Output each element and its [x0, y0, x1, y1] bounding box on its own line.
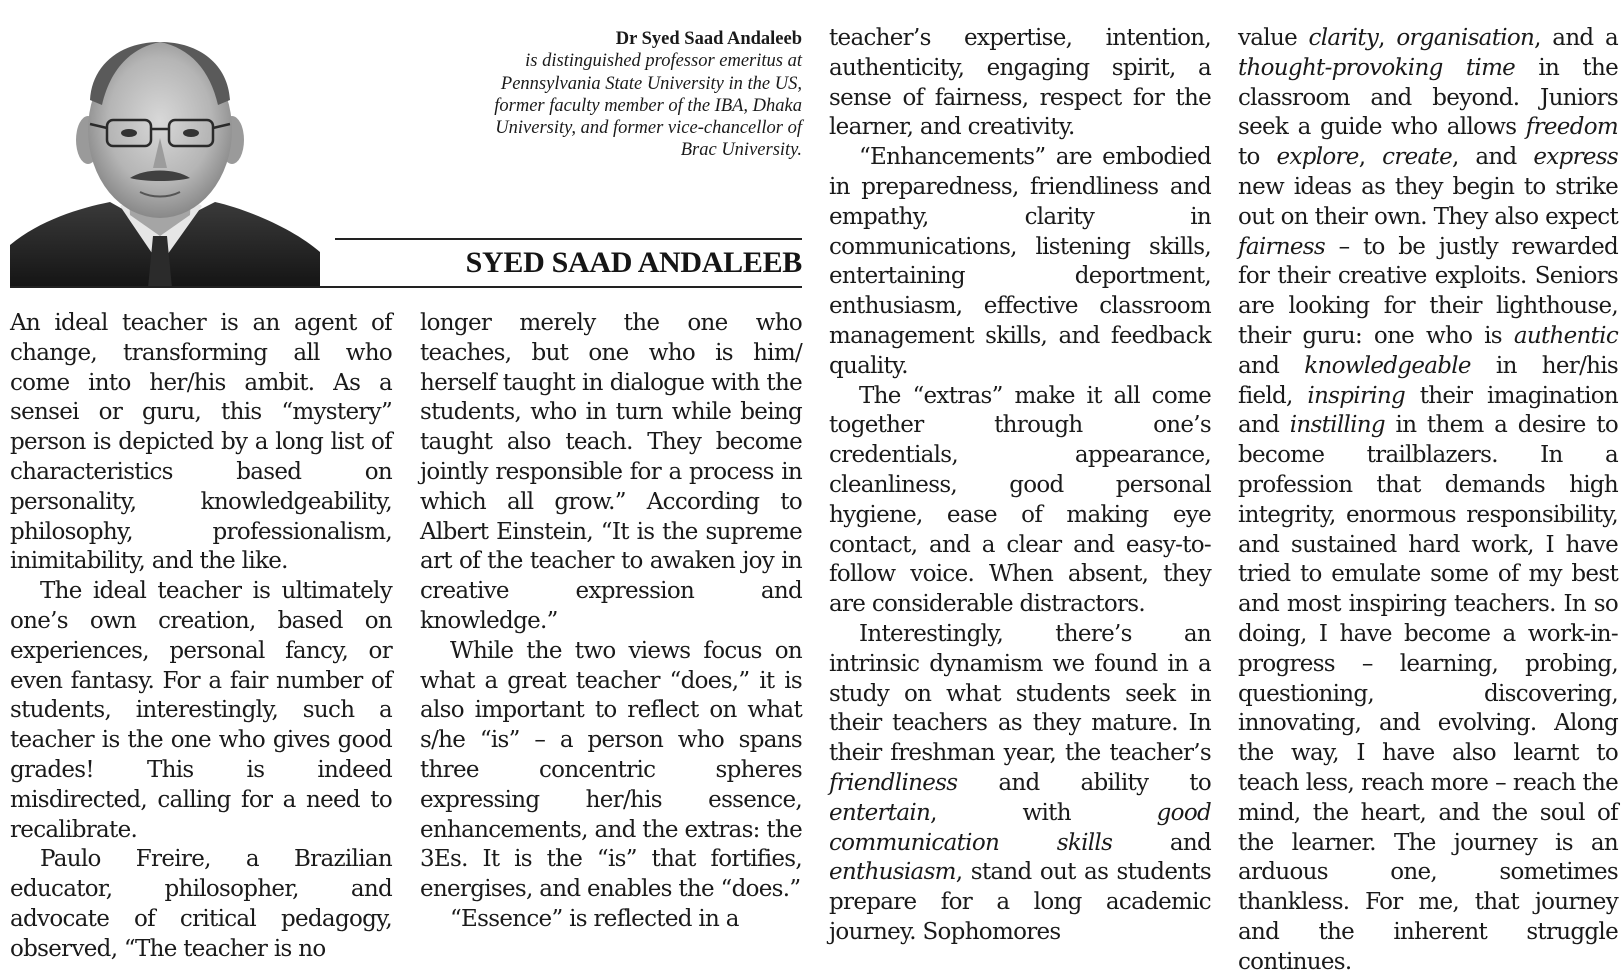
emphasis: instilling [1289, 412, 1385, 439]
emphasis: freedom [1525, 114, 1618, 141]
text-run: , stand out as students prepare for a long academic journey. Sophomores [829, 859, 1211, 945]
text-column-4 [1238, 24, 1618, 978]
text-run: , with [930, 799, 1157, 826]
author-bio [472, 28, 802, 162]
text-run: in the classroom and beyond. Juniors seek a guide who allows [1238, 54, 1619, 141]
text-run: , and [1452, 144, 1534, 171]
text-run: and [1238, 352, 1305, 379]
emphasis: authentic [1513, 322, 1618, 349]
text-run: , [1358, 144, 1383, 171]
paragraph: While the two views focus on what a great teacher “does,” it is also important to reflect on what s/he “is” – a person who spans three concentric spheres expressing her/his essence, enhancements, and the extras: the 3Es. It is the “is” that fortifies, energises, and enables the “does.” [420, 637, 802, 903]
emphasis: fairness [1238, 233, 1326, 260]
emphasis: inspiring [1307, 382, 1406, 409]
emphasis: friendliness [829, 769, 958, 796]
text-run: their imagination and [1238, 382, 1619, 439]
text-run: in her/his field, [1238, 352, 1618, 409]
text-run: Interestingly, there’s an intrinsic dynamism we found in a study on what students seek in their teachers as they mature. In their freshman year, the teacher’s [829, 620, 1211, 767]
emphasis: create [1382, 144, 1452, 171]
article-header [10, 20, 802, 288]
text-run: – to be justly rewarded for their creative exploits. Seniors are looking for their lighthouse, their guru: one who is [1238, 233, 1618, 349]
paragraph: “Essence” is reflected in a [450, 905, 739, 932]
text-run: , [1378, 25, 1397, 51]
author-byline: SYED SAAD ANDALEEB [465, 246, 802, 279]
paragraph [829, 620, 1211, 948]
text-column-1 [10, 309, 392, 965]
text-column-3 [829, 24, 1211, 948]
emphasis: entertain [829, 799, 931, 826]
paragraph: teacher’s expertise, intention, authenticity, engaging spirit, a sense of fairness, respect for the learner, and creativity. [829, 25, 1211, 141]
author-bio-name: Dr Syed Saad Andaleeb [615, 29, 802, 49]
emphasis: organisation [1396, 25, 1535, 51]
paragraph: The ideal teacher is ultimately one’s own creation, based on experiences, personal fancy, or even fantasy. For a fair number of students, interestingly, such a teacher is the one who gives good grades! This is indeed misdirected, calling for a need to recalibrate. [10, 578, 392, 843]
paragraph: An ideal teacher is an agent of change, transforming all who come into her/his ambit. As a sensei or guru, this “mystery” person is depicted by a long list of characteristics based on personality, knowledgeability, philosophy, professionalism, inimitability, and the like. [10, 310, 392, 575]
paragraph: The “extras” make it all come together through one’s credentials, appearance, cleanliness, good personal hygiene, ease of making eye contact, and a clear and easy-to-follow voice. When absent, they are considerable distractors. [829, 382, 1211, 618]
paragraph: “Enhancements” are embodied in preparedness, friendliness and empathy, clarity in communications, listening skills, entertaining deportment, enthusiasm, effective classroom management skills, and feedback quality. [829, 144, 1211, 379]
text-run: in them a desire to become trailblazers. In a profession that demands high integrity, enormous responsibility, and sustained hard work, I have tried to emulate some of my best and most inspiring teachers. In so doing, I have become a work-in-progress – learning, probing, questioning, discovering, innovating, and evolving. Along the way, I have also learnt to teach less, reach more – reach the mind, the heart, and the soul of the learner. The journey is an arduous one, sometimes thankless. For me, that journey and the inherent struggle continues. [1238, 412, 1618, 975]
emphasis: enthusiasm [829, 859, 956, 886]
emphasis: clarity [1308, 25, 1379, 51]
text-run: , and a [1534, 25, 1618, 51]
header-rule-bottom [10, 286, 802, 288]
paragraph [1238, 24, 1618, 978]
author-portrait [10, 30, 320, 288]
text-run: and ability to [957, 769, 1211, 796]
emphasis: express [1533, 144, 1618, 171]
emphasis: good communication skills [829, 799, 1211, 856]
emphasis: knowledgeable [1304, 352, 1471, 379]
paragraph: Paulo Freire, a Brazilian educator, philosopher, and advocate of critical pedagogy, observed, “The teacher is no [10, 846, 392, 962]
text-run: and [1112, 829, 1211, 856]
emphasis: explore [1276, 144, 1359, 171]
emphasis: thought-provoking time [1238, 54, 1516, 81]
text-run: value [1238, 25, 1309, 51]
author-photo-illustration [10, 30, 320, 288]
header-rule-top [335, 238, 802, 240]
author-bio-description: is distinguished professor emeritus at Pennsylvania State University in the US, former faculty member of the IBA, Dhaka University, and former vice-chancellor of Brac University. [494, 51, 802, 161]
text-column-2 [420, 309, 802, 935]
text-run: to [1238, 144, 1277, 171]
paragraph: longer merely the one who teaches, but one who is him/ herself taught in dialogue with the students, who in turn while being taught also teach. They become jointly responsible for a process in which all grow.” According to Albert Einstein, “It is the supreme art of the teacher to awaken joy in creative expression and knowledge.” [420, 310, 802, 634]
text-run: new ideas as they begin to strike out on their own. They also expect [1238, 173, 1618, 230]
